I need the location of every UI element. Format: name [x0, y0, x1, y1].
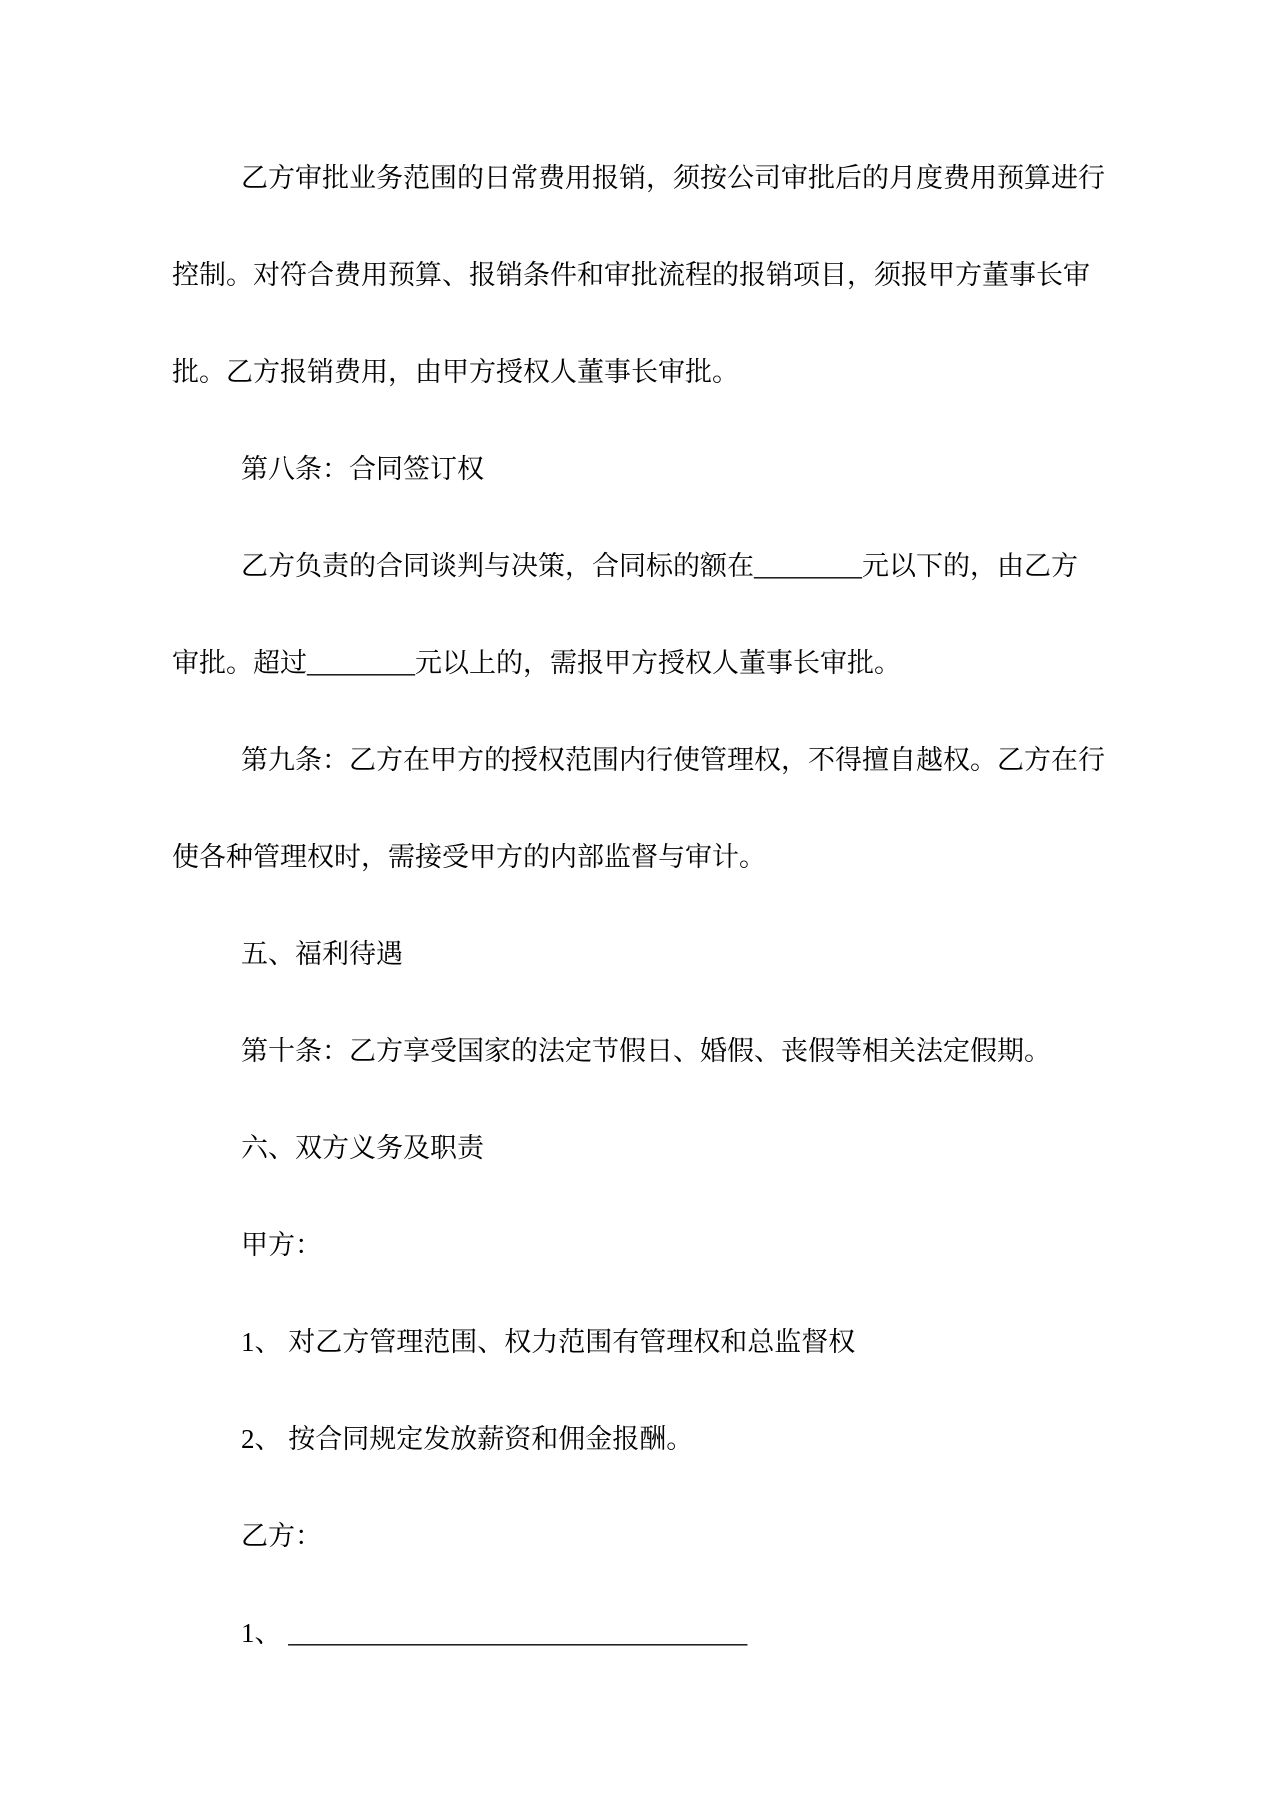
party-a-duty-2: 2、 按合同规定发放薪资和佣金报酬。 — [241, 1424, 694, 1454]
party-a-duty-1: 1、 对乙方管理范围、权力范围有管理权和总监督权 — [241, 1327, 856, 1357]
expense-approval-line-3: 批。乙方报销费用，由甲方授权人董事长审批。 — [172, 357, 739, 387]
expense-approval-line-2: 控制。对符合费用预算、报销条件和审批流程的报销项目，须报甲方董事长审 — [172, 260, 1090, 290]
clause-10-line: 第十条：乙方享受国家的法定节假日、婚假、丧假等相关法定假期。 — [241, 1036, 1051, 1066]
clause-9-line-2: 使各种管理权时，需接受甲方的内部监督与审计。 — [172, 842, 766, 872]
expense-approval-line-1: 乙方审批业务范围的日常费用报销，须按公司审批后的月度费用预算进行 — [241, 163, 1105, 193]
clause-9-line-1: 第九条：乙方在甲方的授权范围内行使管理权，不得擅自越权。乙方在行 — [241, 745, 1105, 775]
document-page — [0, 130, 1280, 1682]
party-a-label: 甲方： — [241, 1230, 322, 1260]
section-5-heading: 五、福利待遇 — [241, 939, 403, 969]
party-b-duty-1-blank: 1、 __________________________________ — [241, 1618, 748, 1648]
section-6-heading: 六、双方义务及职责 — [241, 1133, 484, 1163]
party-b-label: 乙方： — [241, 1521, 322, 1551]
clause-8-body-line-2: 审批。超过________元以上的，需报甲方授权人董事长审批。 — [172, 648, 901, 678]
clause-8-body-line-1: 乙方负责的合同谈判与决策，合同标的额在________元以下的，由乙方 — [241, 551, 1078, 581]
clause-8-heading: 第八条：合同签订权 — [241, 454, 484, 484]
